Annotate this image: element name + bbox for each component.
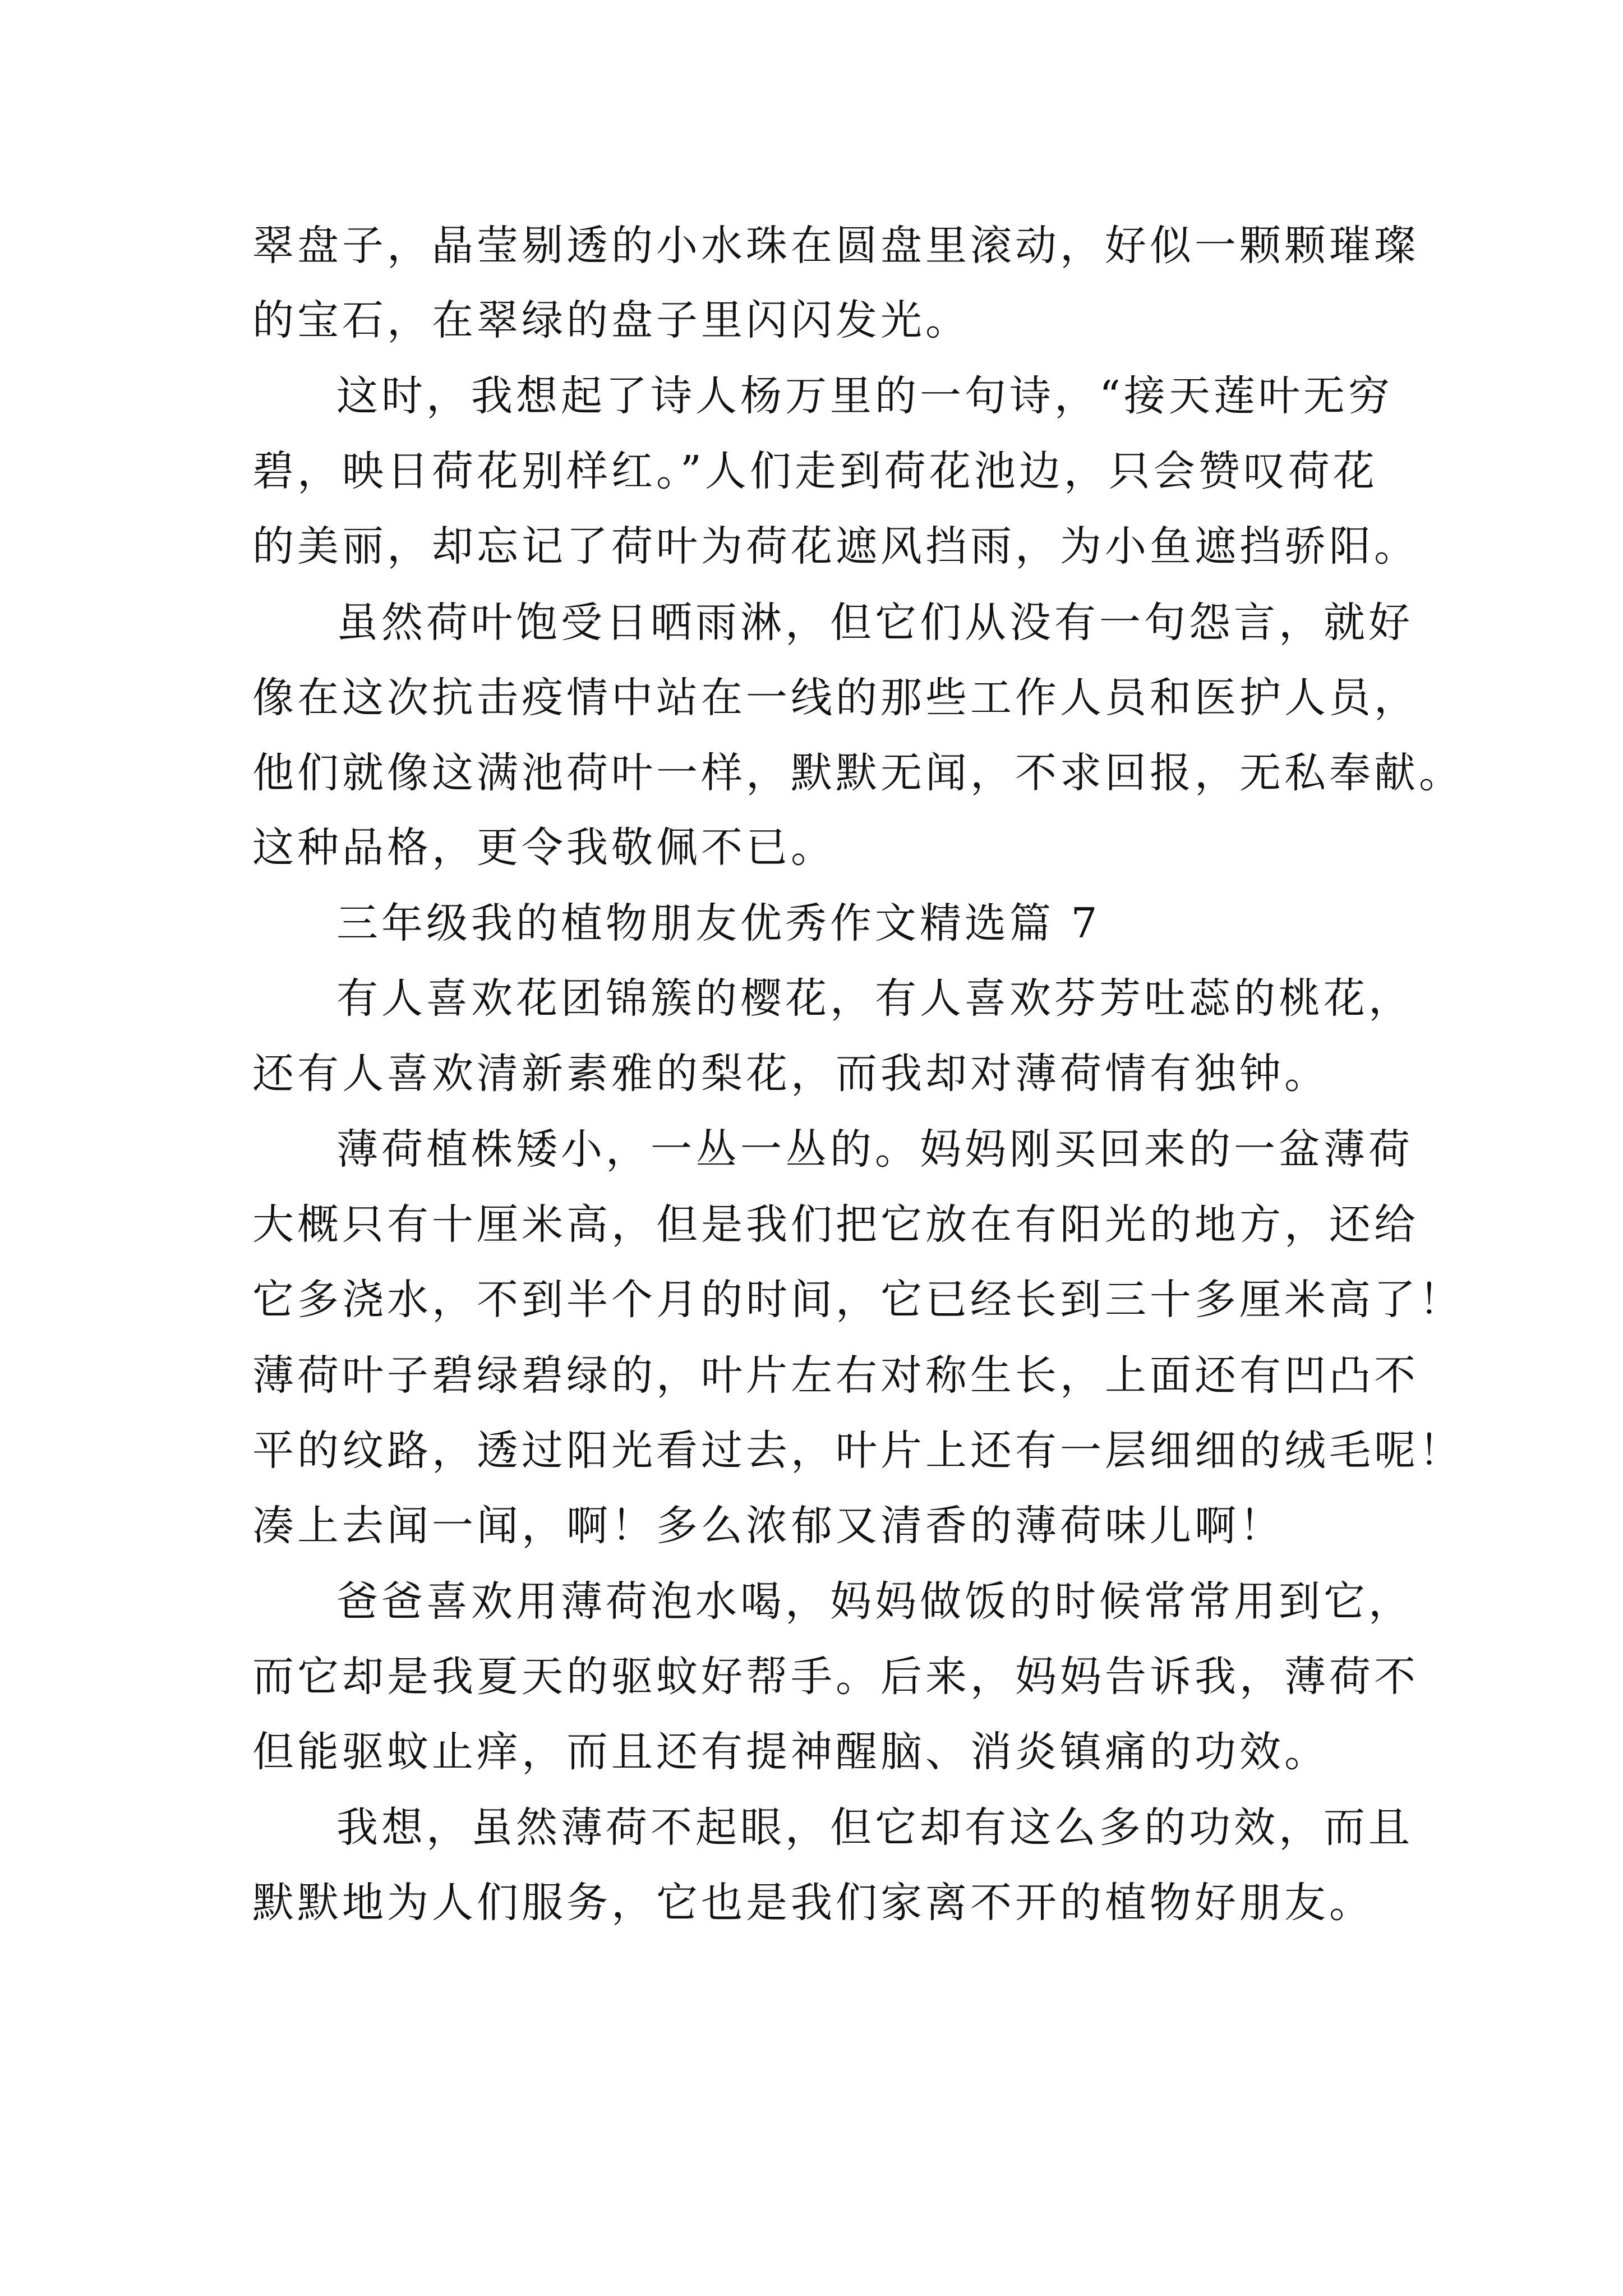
text-line: 还有人喜欢清新素雅的梨花，而我却对薄荷情有独钟。 xyxy=(252,1050,1329,1098)
text-line: 的美丽，却忘记了荷叶为荷花遮风挡雨，为小鱼遮挡骄阳。 xyxy=(252,522,1419,570)
text-line: 默默地为人们服务，它也是我们家离不开的植物好朋友。 xyxy=(252,1879,1374,1927)
text-line: 这种品格，更令我敬佩不已。 xyxy=(252,823,836,872)
text-line: 爸爸喜欢用薄荷泡水喝，妈妈做饭的时候常常用到它， xyxy=(336,1577,1413,1626)
text-line: 我想，虽然薄荷不起眼，但它却有这么多的功效，而且 xyxy=(336,1803,1413,1852)
text-line: 它多浇水，不到半个月的时间，它已经长到三十多厘米高了！ xyxy=(252,1276,1464,1324)
text-line: 而它却是我夏天的驱蚊好帮手。后来，妈妈告诉我，薄荷不 xyxy=(252,1653,1419,1701)
text-line: 虽然荷叶饱受日晒雨淋，但它们从没有一句怨言，就好 xyxy=(336,599,1413,647)
text-line: 大概只有十厘米高，但是我们把它放在有阳光的地方，还给 xyxy=(252,1200,1419,1249)
text-line: 的宝石，在翠绿的盘子里闪闪发光。 xyxy=(252,296,970,344)
text-line: 凑上去闻一闻，啊！多么浓郁又清香的薄荷味儿啊！ xyxy=(252,1502,1284,1550)
section-heading: 三年级我的植物朋友优秀作文精选篇 7 xyxy=(336,899,1101,947)
text-line: 他们就像这满池荷叶一样，默默无闻，不求回报，无私奉献。 xyxy=(252,749,1464,797)
text-line: 这时，我想起了诗人杨万里的一句诗，“接天莲叶无穷 xyxy=(336,372,1393,420)
text-line: 但能驱蚊止痒，而且还有提神醒脑、消炎镇痛的功效。 xyxy=(252,1728,1329,1776)
text-line: 碧，映日荷花别样红。”人们走到荷花池边，只会赞叹荷花 xyxy=(252,447,1378,495)
text-line: 薄荷叶子碧绿碧绿的，叶片左右对称生长，上面还有凹凸不 xyxy=(252,1351,1419,1400)
text-line: 平的纹路，透过阳光看过去，叶片上还有一层细细的绒毛呢！ xyxy=(252,1427,1464,1475)
text-line: 有人喜欢花团锦簇的樱花，有人喜欢芬芳吐蕊的桃花， xyxy=(336,974,1413,1023)
text-line: 翠盘子，晶莹剔透的小水珠在圆盘里滚动，好似一颗颗璀璨 xyxy=(252,222,1419,270)
text-line: 薄荷植株矮小，一丛一丛的。妈妈刚买回来的一盆薄荷 xyxy=(336,1125,1413,1174)
text-line: 像在这次抗击疫情中站在一线的那些工作人员和医护人员， xyxy=(252,674,1419,722)
